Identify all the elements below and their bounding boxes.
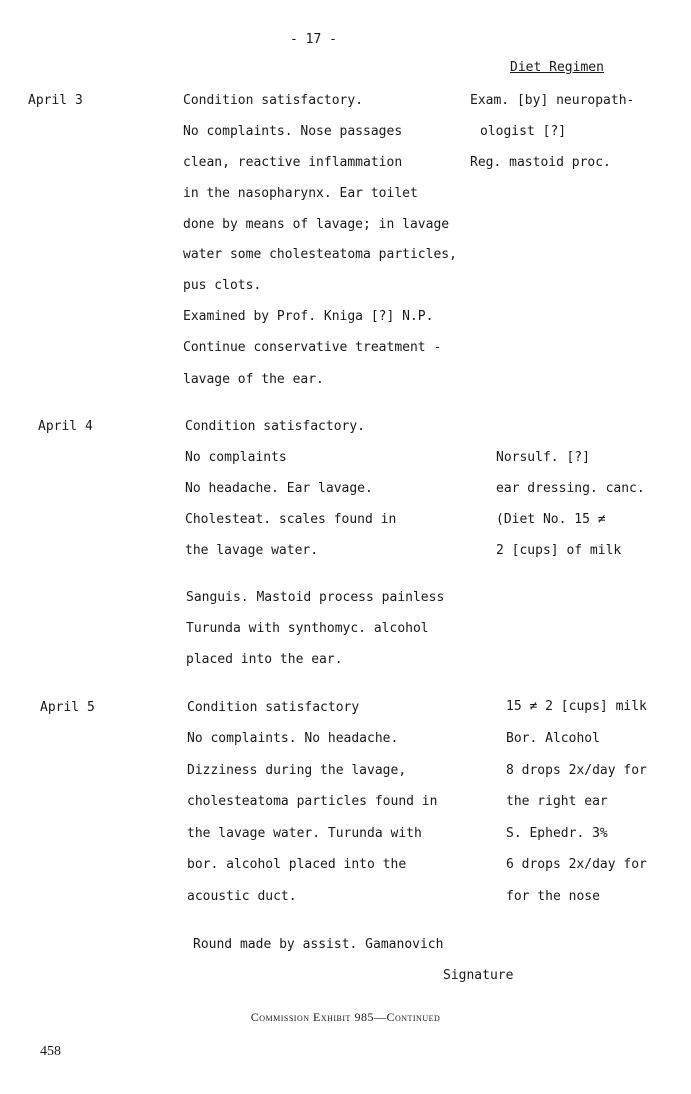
note-line: Turunda with synthomyc. alcohol	[186, 621, 429, 636]
note-line: in the nasopharynx. Ear toilet	[183, 186, 418, 201]
entry-date: April 5	[40, 700, 95, 715]
diet-line: the right ear	[506, 794, 608, 809]
signature-label: Signature	[443, 968, 514, 983]
page-mark: - 17 -	[290, 32, 337, 47]
diet-line: for the nose	[506, 889, 600, 904]
note-line: No complaints	[185, 450, 287, 465]
diet-line: S. Ephedr. 3%	[506, 826, 608, 841]
diet-line: 8 drops 2x/day for	[506, 763, 647, 778]
note-line: clean, reactive inflammation	[183, 155, 403, 170]
note-line: lavage of the ear.	[183, 372, 324, 387]
note-line: acoustic duct.	[187, 889, 297, 904]
note-line: Dizziness during the lavage,	[187, 763, 407, 778]
note-line: placed into the ear.	[186, 652, 343, 667]
round-note: Round made by assist. Gamanovich	[193, 937, 444, 952]
note-line: Cholesteat. scales found in	[185, 512, 397, 527]
note-line: No complaints. No headache.	[187, 731, 399, 746]
diet-line: Reg. mastoid proc.	[470, 155, 611, 170]
note-line: Condition satisfactory.	[185, 419, 366, 434]
diet-regimen-heading: Diet Regimen	[510, 60, 604, 75]
diet-line: Norsulf. [?]	[496, 450, 590, 465]
note-line: pus clots.	[183, 278, 262, 293]
note-line: bor. alcohol placed into the	[187, 857, 407, 872]
note-line: water some cholesteatoma particles,	[183, 247, 457, 262]
diet-line: ear dressing. canc.	[496, 481, 645, 496]
entry-date: April 3	[28, 93, 83, 108]
diet-line: 6 drops 2x/day for	[506, 857, 647, 872]
note-line: Condition satisfactory.	[183, 93, 364, 108]
note-line: Continue conservative treatment -	[183, 340, 442, 355]
diet-line: Exam. [by] neuropath-	[470, 93, 635, 108]
entry-date: April 4	[38, 419, 93, 434]
page-number: 458	[40, 1044, 61, 1059]
note-line: cholesteatoma particles found in	[187, 794, 438, 809]
exhibit-caption: Commission Exhibit 985—Continued	[250, 1010, 441, 1024]
diet-line: 15 ≠ 2 [cups] milk	[506, 699, 647, 714]
note-line: Examined by Prof. Kniga [?] N.P.	[183, 309, 434, 324]
note-line: the lavage water. Turunda with	[187, 826, 422, 841]
note-line: No headache. Ear lavage.	[185, 481, 373, 496]
diet-line: Bor. Alcohol	[506, 731, 600, 746]
diet-line: (Diet No. 15 ≠	[496, 512, 606, 527]
note-line: Sanguis. Mastoid process painless	[186, 590, 445, 605]
note-line: the lavage water.	[185, 543, 319, 558]
diet-line: 2 [cups] of milk	[496, 543, 622, 558]
note-line: No complaints. Nose passages	[183, 124, 403, 139]
note-line: done by means of lavage; in lavage	[183, 217, 450, 232]
diet-line: ologist [?]	[480, 124, 567, 139]
note-line: Condition satisfactory	[187, 700, 360, 715]
